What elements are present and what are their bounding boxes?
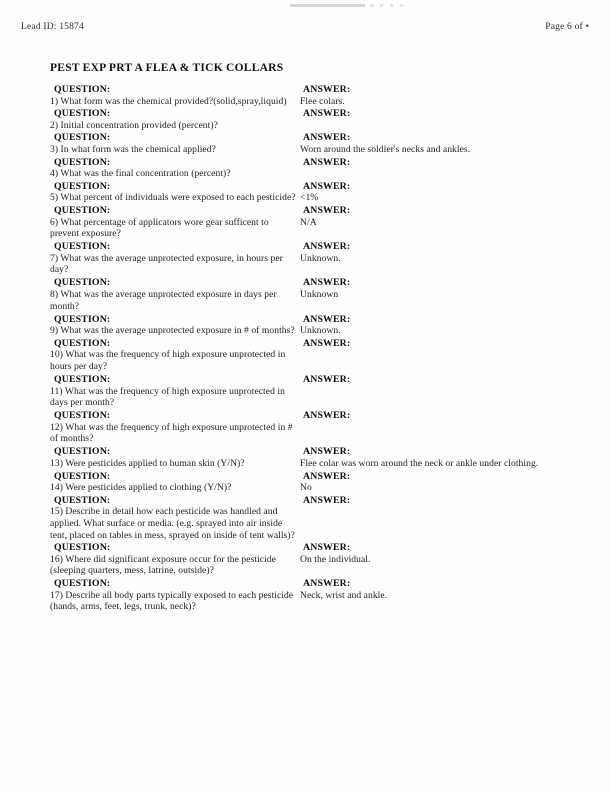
question-cell: [50, 314, 300, 337]
question-cell: [50, 241, 300, 276]
answer-label: ANSWER:: [303, 156, 351, 168]
question-label: QUESTION:: [54, 205, 111, 216]
answer-cell: [300, 410, 590, 422]
answer-label: ANSWER:: [303, 542, 351, 553]
question-cell: [50, 108, 300, 131]
question-cell: [50, 157, 300, 180]
qa-row: [0, 84, 611, 107]
answer-label: ANSWER:: [303, 494, 351, 506]
question-text: 13) Were pesticides applied to human skin (Y/N)?: [50, 457, 245, 469]
answer-label: ANSWER:: [303, 241, 351, 253]
qa-row: [0, 410, 611, 445]
qa-row: [0, 181, 611, 204]
question-text: 2) Initial concentration provided (percent)?: [50, 119, 218, 131]
answer-cell: [300, 542, 590, 565]
question-text: 4) What was the final concentration (percent)?: [50, 168, 231, 180]
answer-label: ANSWER:: [303, 337, 351, 349]
question-text: 14) Were pesticides applied to clothing (Y/N)?: [50, 482, 232, 494]
qa-list: [0, 84, 611, 614]
answer-cell: [300, 241, 590, 264]
answer-label: ANSWER:: [303, 277, 351, 289]
answer-text: On the individual.: [300, 553, 371, 565]
question-label: QUESTION:: [54, 180, 111, 192]
answer-label: ANSWER:: [303, 313, 351, 325]
qa-row: [0, 471, 611, 494]
lead-id-text: Lead ID: 15874: [21, 22, 84, 32]
question-label: QUESTION:: [54, 470, 111, 482]
answer-text: Unknown.: [300, 325, 341, 337]
qa-row: [0, 108, 611, 131]
question-cell: [50, 181, 300, 204]
answer-text: N/A: [300, 216, 317, 228]
answer-label: ANSWER:: [303, 578, 351, 590]
question-label: QUESTION:: [54, 542, 111, 553]
qa-row: [0, 446, 611, 469]
question-text: 16) Where did significant exposure occur for the pesticide (sleeping quarters, mess, latrine, outside)?: [50, 553, 276, 577]
question-label: QUESTION:: [54, 108, 111, 120]
qa-row: [0, 157, 611, 180]
question-text: 8) What was the average unprotected exposure in days per month?: [50, 288, 277, 312]
answer-label: ANSWER:: [303, 410, 351, 422]
question-label: QUESTION:: [54, 410, 111, 422]
question-text: 10) What was the frequency of high exposure unprotected in hours per day?: [50, 349, 286, 372]
question-text: 6) What percentage of applicators wore gear sufficent to prevent exposure?: [50, 216, 269, 240]
answer-text: Worn around the soldier's necks and ankles.: [300, 143, 471, 155]
answer-text: No: [300, 482, 312, 494]
answer-label: ANSWER:: [303, 132, 351, 144]
answer-text: <1%: [300, 192, 319, 204]
page-number-text: Page 6 of •: [545, 22, 589, 32]
answer-text: Unknown: [300, 288, 339, 300]
page-title: PEST EXP PRT A FLEA & TICK COLLARS: [50, 62, 284, 74]
question-text: 3) In what form was the chemical applied?: [50, 143, 216, 155]
answer-label: ANSWER:: [303, 374, 351, 385]
question-cell: [50, 471, 300, 494]
qa-row: [0, 314, 611, 337]
answer-cell: [300, 446, 590, 469]
scan-artifact-smudge: [290, 4, 365, 7]
answer-text: Unknown.: [300, 252, 341, 264]
answer-cell: [300, 205, 590, 228]
question-label: QUESTION:: [54, 494, 111, 506]
answer-cell: [300, 157, 590, 169]
answer-cell: [300, 338, 590, 350]
question-text: 11) What was the frequency of high exposure unprotected in days per month?: [50, 385, 285, 409]
answer-cell: [300, 132, 590, 155]
question-label: QUESTION:: [54, 277, 111, 289]
question-cell: [50, 132, 300, 155]
answer-text: Neck, wrist and ankle.: [300, 589, 388, 601]
question-text: 12) What was the frequency of high exposure unprotected in # of months?: [50, 421, 293, 445]
question-label: QUESTION:: [54, 84, 111, 95]
qa-row: [0, 205, 611, 240]
question-cell: [50, 374, 300, 409]
question-label: QUESTION:: [54, 241, 111, 253]
answer-cell: [300, 471, 590, 494]
question-label: QUESTION:: [54, 156, 111, 168]
answer-cell: [300, 314, 590, 337]
qa-row: [0, 542, 611, 577]
question-text: 5) What percent of individuals were exposed to each pesticide?: [50, 192, 296, 204]
qa-row: [0, 132, 611, 155]
answer-label: ANSWER:: [303, 446, 351, 458]
scan-artifact-dots: [370, 4, 408, 7]
answer-cell: [300, 495, 590, 507]
answer-text: Flee colar was worn around the neck or ankle under clothing.: [300, 457, 539, 469]
qa-row: [0, 277, 611, 312]
answer-label: ANSWER:: [303, 108, 351, 120]
answer-label: ANSWER:: [303, 470, 351, 482]
question-cell: [50, 495, 300, 541]
document-header: [0, 22, 611, 38]
question-text: 15) Describe in detail how each pesticide was handled and applied. What surface or media. (e.g. sprayed into air inside tent, placed on tables in mess, sprayed on inside of tent walls)?: [50, 506, 295, 541]
question-label: QUESTION:: [54, 313, 111, 325]
answer-cell: [300, 374, 590, 386]
qa-row: [0, 495, 611, 541]
answer-cell: [300, 84, 590, 107]
question-cell: [50, 578, 300, 613]
question-cell: [50, 410, 300, 445]
answer-cell: [300, 277, 590, 300]
question-label: QUESTION:: [54, 337, 111, 349]
qa-row: [0, 338, 611, 373]
question-label: QUESTION:: [54, 374, 111, 385]
answer-label: ANSWER:: [303, 84, 351, 95]
question-label: QUESTION:: [54, 132, 111, 144]
question-cell: [50, 205, 300, 240]
qa-row: [0, 578, 611, 613]
answer-label: ANSWER:: [303, 205, 351, 216]
question-text: 9) What was the average unprotected exposure in # of months?: [50, 325, 295, 337]
answer-cell: [300, 108, 590, 120]
question-text: 17) Describe all body parts typically exposed to each pesticide (hands, arms, feet, legs, trunk, neck)?: [50, 589, 294, 613]
answer-cell: [300, 578, 590, 601]
qa-row: [0, 374, 611, 409]
question-cell: [50, 277, 300, 312]
question-cell: [50, 338, 300, 373]
question-text: 1) What form was the chemical provided?(solid,spray,liquid): [50, 95, 287, 107]
answer-label: ANSWER:: [303, 180, 351, 192]
question-cell: [50, 446, 300, 469]
answer-cell: [300, 181, 590, 204]
question-text: 7) What was the average unprotected exposure, in hours per day?: [50, 252, 283, 276]
question-cell: [50, 84, 300, 107]
question-label: QUESTION:: [54, 578, 111, 590]
question-label: QUESTION:: [54, 446, 111, 458]
answer-text: Flee colars.: [300, 95, 345, 107]
question-cell: [50, 542, 300, 577]
qa-row: [0, 241, 611, 276]
